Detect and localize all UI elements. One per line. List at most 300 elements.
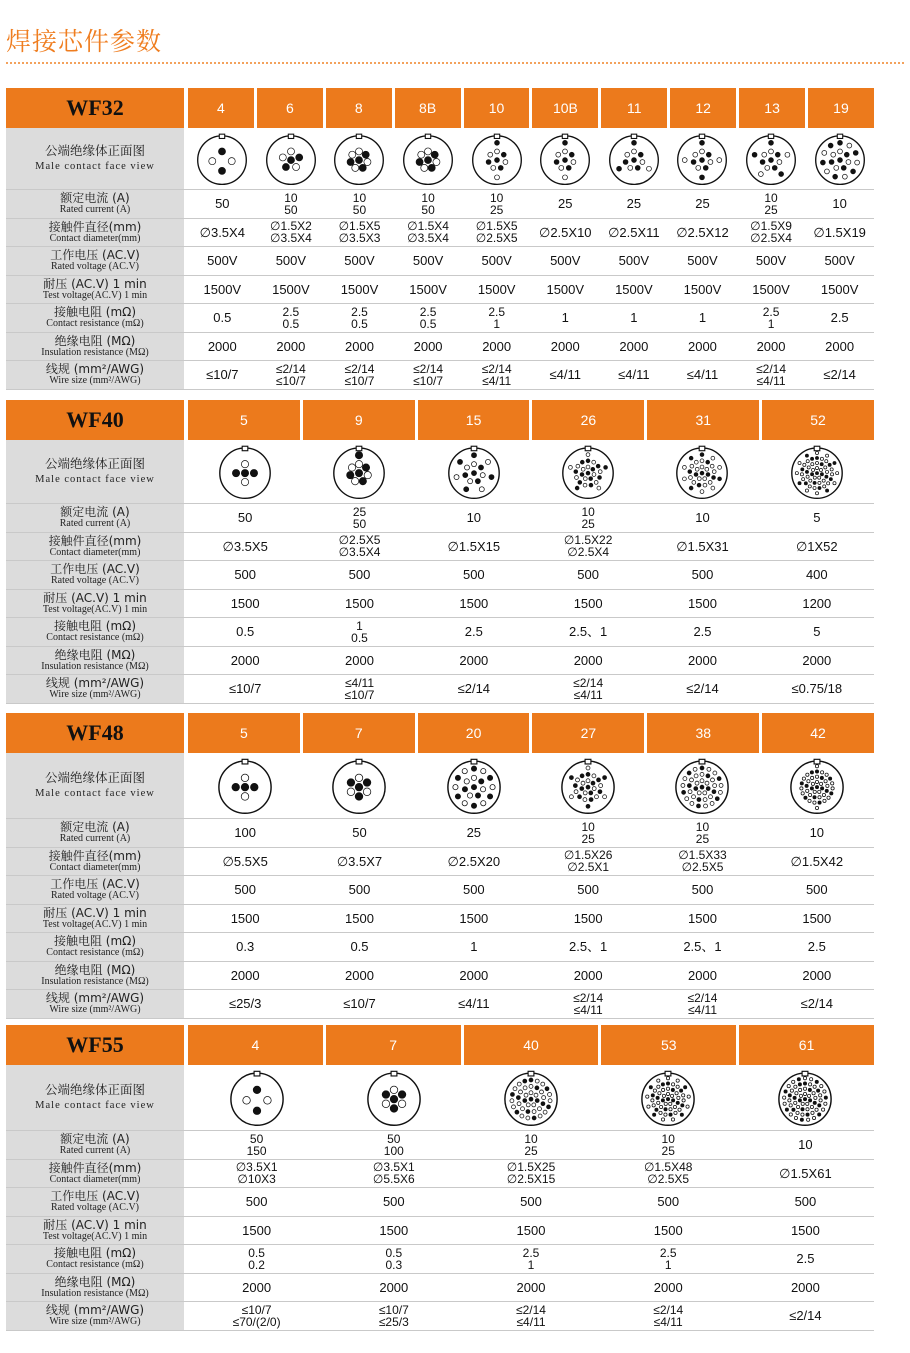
contact-pin	[698, 483, 702, 487]
row-label-en: Test voltage(AC.V) 1 min	[42, 1230, 148, 1242]
contact-pin	[786, 1107, 789, 1110]
contact-pin	[467, 792, 472, 797]
row-label-en: Wire size (mm²/AWG)	[49, 1004, 141, 1016]
contact-pin	[698, 790, 702, 794]
contact-pin	[667, 1092, 670, 1095]
spec-value: ≤4/11	[686, 367, 719, 383]
row-label-en: Test voltage(AC.V) 1 min	[42, 289, 148, 301]
contact-pin	[815, 1108, 818, 1111]
spec-value: 25	[489, 202, 504, 217]
contact-pin	[571, 159, 576, 164]
spec-row-voltage	[6, 247, 874, 276]
spec-value: 500V	[755, 253, 787, 269]
spec-value: ≤2/14	[687, 990, 718, 1005]
face-view-row	[6, 1065, 874, 1131]
spec-cell	[188, 276, 257, 304]
spec-value: 0.3	[385, 1257, 403, 1272]
contact-pin	[810, 786, 813, 789]
contact-pin	[813, 481, 816, 484]
spec-cell	[737, 1245, 874, 1273]
spec-value: 0.3	[236, 939, 255, 955]
spec-cell	[645, 990, 759, 1018]
row-label-en: Contact resistance (mΩ)	[46, 947, 144, 959]
spec-cell	[645, 905, 759, 933]
pin-count-header: 26	[532, 400, 644, 440]
spec-value: ≤10/7	[343, 996, 376, 1012]
spec-value: 2000	[482, 338, 512, 354]
contact-pin	[672, 1082, 675, 1085]
contact-pin	[475, 792, 480, 797]
pin-count-header: 11	[601, 88, 667, 128]
spec-cell	[325, 361, 394, 389]
spec-value: 10	[581, 504, 595, 519]
contact-pin	[556, 152, 561, 157]
contact-pin	[704, 165, 709, 170]
spec-value: 1	[664, 1257, 672, 1272]
contact-pin	[694, 786, 698, 790]
spec-value: 1500	[573, 910, 603, 926]
contact-pin	[464, 465, 469, 470]
contact-pin	[421, 164, 428, 171]
page-title: 焊接芯件参数	[6, 27, 163, 56]
spec-value: 2.5	[419, 304, 437, 319]
section-header	[6, 1025, 874, 1065]
contact-pin	[802, 776, 805, 779]
spec-value: 1500V	[203, 281, 242, 297]
spec-row-insulation	[6, 647, 874, 676]
contact-pin	[487, 793, 492, 798]
contact-pin	[651, 1098, 654, 1101]
spec-cell	[600, 190, 669, 218]
spec-value: ∅5.5X6	[372, 1172, 415, 1187]
contact-pin	[529, 1090, 533, 1094]
contact-pin	[535, 1098, 539, 1102]
spec-value: ∅5.5X5	[222, 853, 268, 869]
contact-pin	[817, 790, 820, 793]
contact-pin	[783, 1102, 786, 1105]
contact-pin	[673, 1105, 676, 1108]
spec-value: ∅1.5X19	[813, 224, 866, 240]
contact-pin	[519, 1089, 523, 1093]
row-label-en: Rated current (A)	[59, 204, 131, 216]
contact-pin	[829, 791, 832, 794]
spec-value: 25	[626, 196, 642, 212]
spec-value: ∅2.5X1	[567, 860, 610, 875]
spec-cells	[188, 219, 874, 247]
pin-count-header: 8	[326, 88, 392, 128]
spec-cell	[462, 190, 531, 218]
contact-pin	[810, 1077, 813, 1080]
contact-pin	[592, 786, 596, 790]
pin-count-header: 5	[188, 713, 300, 753]
contact-pin	[349, 151, 356, 158]
spec-value: 500	[348, 567, 371, 583]
row-label-en: Wire size (mm²/AWG)	[49, 1316, 141, 1328]
contact-pin	[586, 785, 590, 789]
row-label-face	[6, 1065, 184, 1130]
contact-pin	[824, 465, 827, 468]
contact-pin	[575, 475, 579, 479]
contact-pin	[631, 140, 636, 145]
spec-value: 500V	[412, 253, 444, 269]
spec-value: ≤4/11	[756, 373, 786, 388]
section-header	[6, 713, 874, 753]
contact-pin	[825, 459, 828, 462]
spec-value: 1500V	[683, 281, 722, 297]
contact-pin	[815, 461, 818, 464]
spec-cell	[645, 962, 759, 990]
spec-row-voltage	[6, 876, 874, 905]
contact-pin	[805, 470, 808, 473]
row-label-cn: 公端绝缘体正面图	[44, 1082, 145, 1097]
spec-value: 500	[805, 882, 828, 898]
spec-value: 1500V	[546, 281, 585, 297]
spec-value: 0.2	[248, 1257, 265, 1272]
contact-pin	[462, 768, 467, 773]
contact-pin	[711, 456, 715, 460]
row-label-current	[6, 819, 184, 847]
spec-value: 2000	[688, 652, 717, 668]
contact-pin	[683, 465, 687, 469]
spec-cell	[645, 933, 759, 961]
spec-value: 25	[558, 196, 573, 212]
contact-pin	[775, 152, 780, 157]
spec-cell	[760, 933, 874, 961]
contact-pin	[844, 152, 849, 157]
section-header	[6, 400, 874, 440]
spec-cell	[760, 990, 874, 1018]
spec-value: 500	[794, 1194, 817, 1210]
contact-pin	[783, 1095, 786, 1098]
spec-cell	[600, 219, 669, 247]
contact-pin	[453, 784, 458, 789]
contact-pin	[428, 164, 435, 171]
spec-cell	[188, 1274, 325, 1302]
spec-value: ∅2.5X11	[608, 224, 660, 240]
contact-pin	[537, 1106, 541, 1110]
contact-pin	[671, 1094, 674, 1097]
contact-pin	[818, 1103, 821, 1106]
contact-pin	[795, 1091, 798, 1094]
spec-cell	[302, 848, 416, 876]
spec-cells	[188, 361, 874, 389]
row-label-en: Male contact face view	[35, 160, 155, 172]
spec-cell	[668, 333, 737, 361]
contact-pin	[833, 165, 838, 170]
spec-value: 2000	[413, 338, 443, 354]
spec-value: 2000	[573, 967, 603, 983]
spec-cell	[462, 1302, 599, 1330]
contact-pin	[777, 159, 782, 164]
contact-pin	[712, 475, 716, 479]
contact-pin	[455, 793, 460, 798]
spec-value: 500V	[824, 253, 855, 269]
contact-pin	[363, 151, 370, 158]
spec-value: 2000	[207, 338, 237, 354]
spec-value: 500	[462, 882, 485, 898]
spec-value: ≤2/14	[457, 681, 491, 697]
spec-cell	[668, 247, 737, 275]
connector-face	[760, 440, 874, 503]
spec-value: 1	[767, 316, 775, 331]
contact-pin	[676, 1079, 679, 1082]
row-label-en: Insulation resistance (MΩ)	[41, 1287, 149, 1299]
contact-pin	[809, 479, 812, 482]
row-label-resistance	[6, 618, 184, 646]
connector-face-icon	[446, 444, 502, 500]
row-label-cn: 绝缘电阻 (MΩ)	[54, 333, 136, 348]
row-label-en: Insulation resistance (MΩ)	[41, 660, 149, 672]
connector-face-icon	[776, 1069, 834, 1127]
connector-face-icon	[264, 132, 318, 186]
contact-pin	[232, 783, 240, 791]
spec-value: 500V	[550, 253, 581, 269]
contact-pin	[348, 788, 356, 796]
spec-value: ≤4/11	[687, 1002, 717, 1017]
spec-value: ≤2/14	[573, 990, 604, 1005]
contact-pin	[801, 1112, 804, 1115]
contact-pin	[532, 1116, 536, 1120]
contact-pin	[826, 481, 829, 484]
row-label-test	[6, 905, 184, 933]
contact-pin	[662, 1088, 665, 1091]
spec-cells	[188, 848, 874, 876]
spec-row-resistance	[6, 618, 874, 647]
spec-row-diameter	[6, 848, 874, 877]
contact-pin	[592, 773, 596, 777]
row-label-en: Rated current (A)	[59, 833, 131, 845]
contact-pin	[471, 461, 476, 466]
contact-pin	[709, 480, 713, 484]
contact-pin	[538, 1114, 542, 1118]
contact-pin	[758, 171, 763, 176]
contact-pin	[672, 1098, 675, 1101]
contact-pin	[253, 1086, 261, 1094]
contact-pin	[769, 157, 774, 162]
contact-pin	[809, 1082, 812, 1085]
spec-cells	[188, 561, 874, 589]
spec-value: 500	[577, 567, 599, 583]
spec-cells	[188, 333, 874, 361]
contact-pin	[804, 1076, 807, 1079]
contact-pin	[837, 157, 842, 162]
spec-value: 1500	[688, 595, 717, 611]
spec-cell	[302, 618, 416, 646]
contact-pin	[769, 149, 774, 154]
contact-pin	[820, 457, 823, 460]
contact-pin	[494, 157, 499, 162]
spec-cells	[188, 276, 874, 304]
spec-value: ∅1.5X2	[269, 219, 312, 234]
contact-pin	[815, 456, 818, 459]
contact-pin	[784, 1089, 787, 1092]
contact-pin	[705, 781, 709, 785]
spec-row-insulation	[6, 962, 874, 991]
connector-face	[645, 440, 759, 503]
spec-cell	[737, 1274, 874, 1302]
contact-pin	[540, 1089, 544, 1093]
contact-pin	[479, 486, 484, 491]
spec-value: ≤2/14	[823, 367, 856, 383]
row-label-en: Wire size (mm²/AWG)	[49, 375, 141, 387]
spec-cell	[760, 962, 874, 990]
contact-pin	[800, 472, 803, 475]
row-label-en: Test voltage(AC.V) 1 min	[42, 603, 148, 615]
contact-pin	[510, 1098, 514, 1102]
spec-value: 0.5	[236, 624, 255, 640]
spec-cells	[188, 675, 874, 703]
contact-pin	[586, 465, 590, 469]
contact-pin	[349, 463, 356, 470]
spec-cells	[188, 647, 874, 675]
contact-pin	[822, 793, 825, 796]
spec-value: ∅1.5X42	[790, 853, 844, 869]
contact-pin	[806, 459, 809, 462]
contact-pin	[655, 1108, 658, 1111]
contact-pin	[570, 794, 574, 798]
contact-pin	[581, 781, 585, 785]
contact-pin	[480, 472, 485, 477]
spec-value: 1500	[790, 1222, 820, 1238]
contact-pin	[646, 166, 651, 171]
contact-pin	[581, 467, 585, 471]
spec-value: 10	[466, 510, 482, 526]
spec-row-voltage	[6, 561, 874, 590]
contact-pin	[804, 1081, 807, 1084]
connector-face-icon	[331, 444, 387, 500]
contact-pin	[690, 464, 694, 468]
spec-cell	[417, 561, 531, 589]
spec-row-current	[6, 1131, 874, 1160]
row-label-en: Contact diameter(mm)	[49, 861, 141, 873]
spec-value: ≤2/14	[516, 1302, 546, 1317]
contact-pin	[701, 452, 705, 456]
contact-pin	[398, 1100, 406, 1108]
spec-row-test	[6, 905, 874, 934]
connector-face	[760, 753, 874, 818]
contact-pin	[658, 1091, 661, 1094]
contact-pin	[818, 800, 821, 803]
spec-value: ≤2/14	[481, 361, 512, 376]
row-label-cn: 公端绝缘体正面图	[44, 143, 145, 158]
contact-pin	[241, 783, 249, 791]
pin-count-header: 61	[739, 1025, 874, 1065]
contact-pin	[616, 166, 621, 171]
spec-value: ∅1.5X15	[447, 538, 501, 554]
contact-pin	[669, 1112, 672, 1115]
contact-pin	[820, 160, 825, 165]
spec-value: ∅2.5X5	[681, 860, 724, 875]
spec-cell	[600, 1274, 737, 1302]
spec-value: ≤10/7	[378, 1302, 409, 1317]
contact-pin	[589, 476, 593, 480]
spec-cell	[302, 561, 416, 589]
contact-pin	[703, 476, 707, 480]
row-label-diameter	[6, 533, 184, 561]
row-label-wire	[6, 675, 184, 703]
contact-pin	[348, 778, 356, 786]
contact-pin	[583, 790, 587, 794]
contact-pin	[704, 803, 708, 807]
spec-cell	[188, 1188, 325, 1216]
spec-cell	[302, 876, 416, 904]
face-view-cells	[188, 1065, 874, 1130]
spec-value: ≤10/7	[344, 687, 375, 702]
contact-pin	[799, 1088, 802, 1091]
contact-pin	[595, 794, 599, 798]
row-label-cn: 接触电阻 (mΩ)	[53, 934, 137, 949]
row-label-en: Rated voltage (AC.V)	[50, 1202, 140, 1214]
contact-pin	[680, 1088, 683, 1091]
contact-pin	[651, 1093, 654, 1096]
row-label-cn: 绝缘电阻 (MΩ)	[54, 647, 136, 662]
spec-cell	[668, 361, 737, 389]
contact-pin	[779, 171, 784, 176]
contact-pin	[242, 469, 249, 476]
spec-row-wire	[6, 1302, 874, 1331]
spec-cell	[325, 1217, 462, 1245]
connector-face-icon	[674, 444, 730, 500]
spec-row-current	[6, 504, 874, 533]
spec-value: ∅3.5X1	[372, 1160, 415, 1175]
row-label-insulation	[6, 962, 184, 990]
row-label-voltage	[6, 247, 184, 275]
pin-count-header: 10B	[532, 88, 598, 128]
contact-pin	[523, 1098, 527, 1102]
spec-value: 0.5	[282, 316, 300, 331]
spec-cell	[760, 533, 874, 561]
contact-pin	[692, 480, 696, 484]
contact-pin	[364, 788, 372, 796]
contact-pin	[805, 789, 808, 792]
contact-pin	[526, 1116, 530, 1120]
contact-pin	[279, 153, 286, 160]
spec-cell	[760, 905, 874, 933]
contact-pin	[701, 489, 705, 493]
spec-value: ∅2.5X4	[750, 231, 792, 246]
contact-pin	[597, 486, 601, 490]
row-label-cn: 接触电阻 (mΩ)	[53, 305, 137, 320]
spec-value: 1500	[230, 910, 260, 926]
row-label-cn: 公端绝缘体正面图	[44, 770, 145, 785]
spec-value: 150	[246, 1143, 267, 1158]
row-label-diameter	[6, 1160, 184, 1188]
contact-pin	[718, 476, 722, 480]
contact-pin	[695, 773, 699, 777]
contact-pin	[489, 474, 494, 479]
row-label-en: Contact resistance (mΩ)	[46, 632, 144, 644]
contact-pin	[363, 463, 370, 470]
spec-value: ∅2.5X5	[338, 533, 381, 548]
spec-cell	[417, 876, 531, 904]
contact-pin	[480, 800, 485, 805]
spec-cell	[805, 276, 874, 304]
spec-cell	[645, 876, 759, 904]
spec-value: ≤4/11	[653, 1314, 683, 1329]
contact-pin	[813, 476, 816, 479]
contact-pin	[478, 778, 483, 783]
contact-pin	[811, 1105, 814, 1108]
spec-cell	[531, 848, 645, 876]
contact-pin	[815, 775, 818, 778]
contact-pin	[576, 777, 580, 781]
spec-cell	[325, 1274, 462, 1302]
contact-pin	[501, 152, 506, 157]
spec-value: 10	[695, 819, 710, 834]
contact-pin	[832, 174, 837, 179]
connector-face	[302, 753, 416, 818]
spec-value: ≤70/(2/0)	[232, 1314, 281, 1329]
